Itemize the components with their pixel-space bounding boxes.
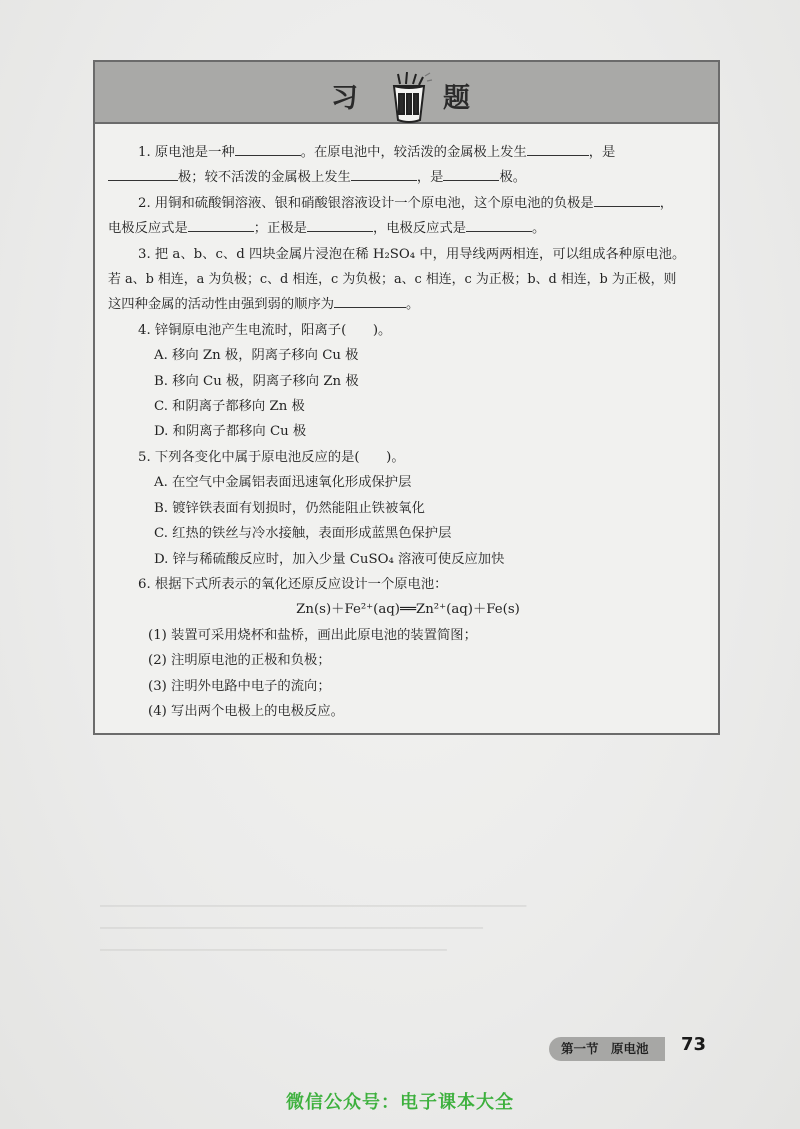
q5-option-d: D. 锌与稀硫酸反应时，加入少量 CuSO₄ 溶液可使反应加快 — [154, 551, 505, 567]
exercise-content — [108, 140, 708, 724]
q4-option-b: B. 移向 Cu 极，阴离子移向 Zn 极 — [154, 373, 359, 389]
q2-line1 — [108, 191, 708, 216]
q4-stem: 4. 锌铜原电池产生电流时，阳离子( )。 — [138, 322, 392, 338]
q2-blank-1 — [594, 192, 660, 207]
q3-line2: 若 a、b 相连，a 为负极；c、d 相连，c 为负极；a、c 相连，c 为正极；b、d 相连，b 为正极，则 — [108, 272, 677, 288]
q6-equation: Zn(s)＋Fe²⁺(aq)══Zn²⁺(aq)＋Fe(s) — [296, 602, 520, 618]
q6-stem: 6. 根据下式所表示的氧化还原反应设计一个原电池： — [138, 576, 448, 592]
q1-text-b: 。在原电池中，较活泼的金属极上发生 — [300, 145, 527, 160]
title-right-char: 题 — [443, 83, 472, 114]
q6-item-2: (2) 注明原电池的正极和负极； — [148, 653, 331, 669]
q2-blank-2 — [188, 217, 254, 232]
q1-line1 — [108, 140, 708, 165]
q6-item-1: (1) 装置可采用烧杯和盐桥，画出此原电池的装置简图； — [148, 627, 477, 643]
bleed-through-texture: ─────────────────────────────────────────────────────────── ───────────────────────────────────────────────────── ──────────────────────────────────────────────── — [100, 899, 527, 957]
q6-item-3: (3) 注明外电路中电子的流向； — [148, 678, 331, 694]
title-left-char: 习 — [331, 83, 360, 114]
q2-text-f: 。 — [532, 221, 546, 237]
q3-text-a: 这四种金属的活动性由强到弱的顺序为 — [108, 297, 335, 313]
q2-blank-3 — [307, 217, 373, 232]
q5-option-b: B. 镀锌铁表面有划损时，仍然能阻止铁被氧化 — [154, 500, 425, 516]
pencil-cup-icon — [385, 72, 433, 124]
q1-text-a: 1. 原电池是一种 — [138, 145, 235, 160]
watermark-text: 微信公众号：电子课本大全 — [286, 1092, 514, 1113]
q4-option-d: D. 和阴离子都移向 Cu 极 — [154, 424, 307, 440]
q4-option-c: C. 和阴离子都移向 Zn 极 — [154, 399, 305, 415]
q1-text-f: 极。 — [499, 170, 527, 186]
q1-text-d: 极；较不活泼的金属极上发生 — [178, 170, 351, 186]
q1-blank-3 — [108, 166, 178, 181]
q1-blank-5 — [443, 166, 499, 181]
q2-text-b: ， — [659, 195, 674, 211]
q3-blank — [334, 293, 406, 308]
q1-blank-4 — [351, 166, 417, 181]
q1-text-e: ，是 — [416, 170, 444, 186]
q3-line1: 3. 把 a、b、c、d 四块金属片浸泡在稀 H₂SO₄ 中，用导线两两相连，可以组成各种原电池。 — [138, 246, 686, 262]
q2-blank-4 — [466, 217, 532, 232]
q5-option-c: C. 红热的铁丝与冷水接触，表面形成蓝黑色保护层 — [154, 526, 452, 542]
q2-text-a: 2. 用铜和硫酸铜溶液、银和硝酸银溶液设计一个原电池，这个原电池的负极是 — [138, 195, 594, 211]
q2-line2 — [108, 216, 708, 241]
q2-text-d: ；正极是 — [253, 221, 307, 237]
section-label: 第一节 原电池 — [549, 1037, 665, 1061]
q2-text-e: ，电极反应式是 — [372, 221, 467, 237]
q1-blank-1 — [235, 141, 301, 156]
q3-text-b: 。 — [406, 297, 420, 313]
q6-item-4: (4) 写出两个电极上的电极反应。 — [148, 703, 344, 719]
q1-line2 — [108, 165, 708, 190]
q2-text-c: 电极反应式是 — [108, 221, 188, 237]
q5-option-a: A. 在空气中金属铝表面迅速氧化形成保护层 — [154, 475, 412, 491]
q5-stem: 5. 下列各变化中属于原电池反应的是( )。 — [138, 449, 405, 465]
page-number: 73 — [681, 1034, 707, 1055]
q1-text-c: ，是 — [588, 145, 616, 160]
q1-blank-2 — [527, 141, 589, 156]
q3-line3 — [108, 292, 708, 317]
q4-option-a: A. 移向 Zn 极，阴离子移向 Cu 极 — [154, 348, 359, 364]
